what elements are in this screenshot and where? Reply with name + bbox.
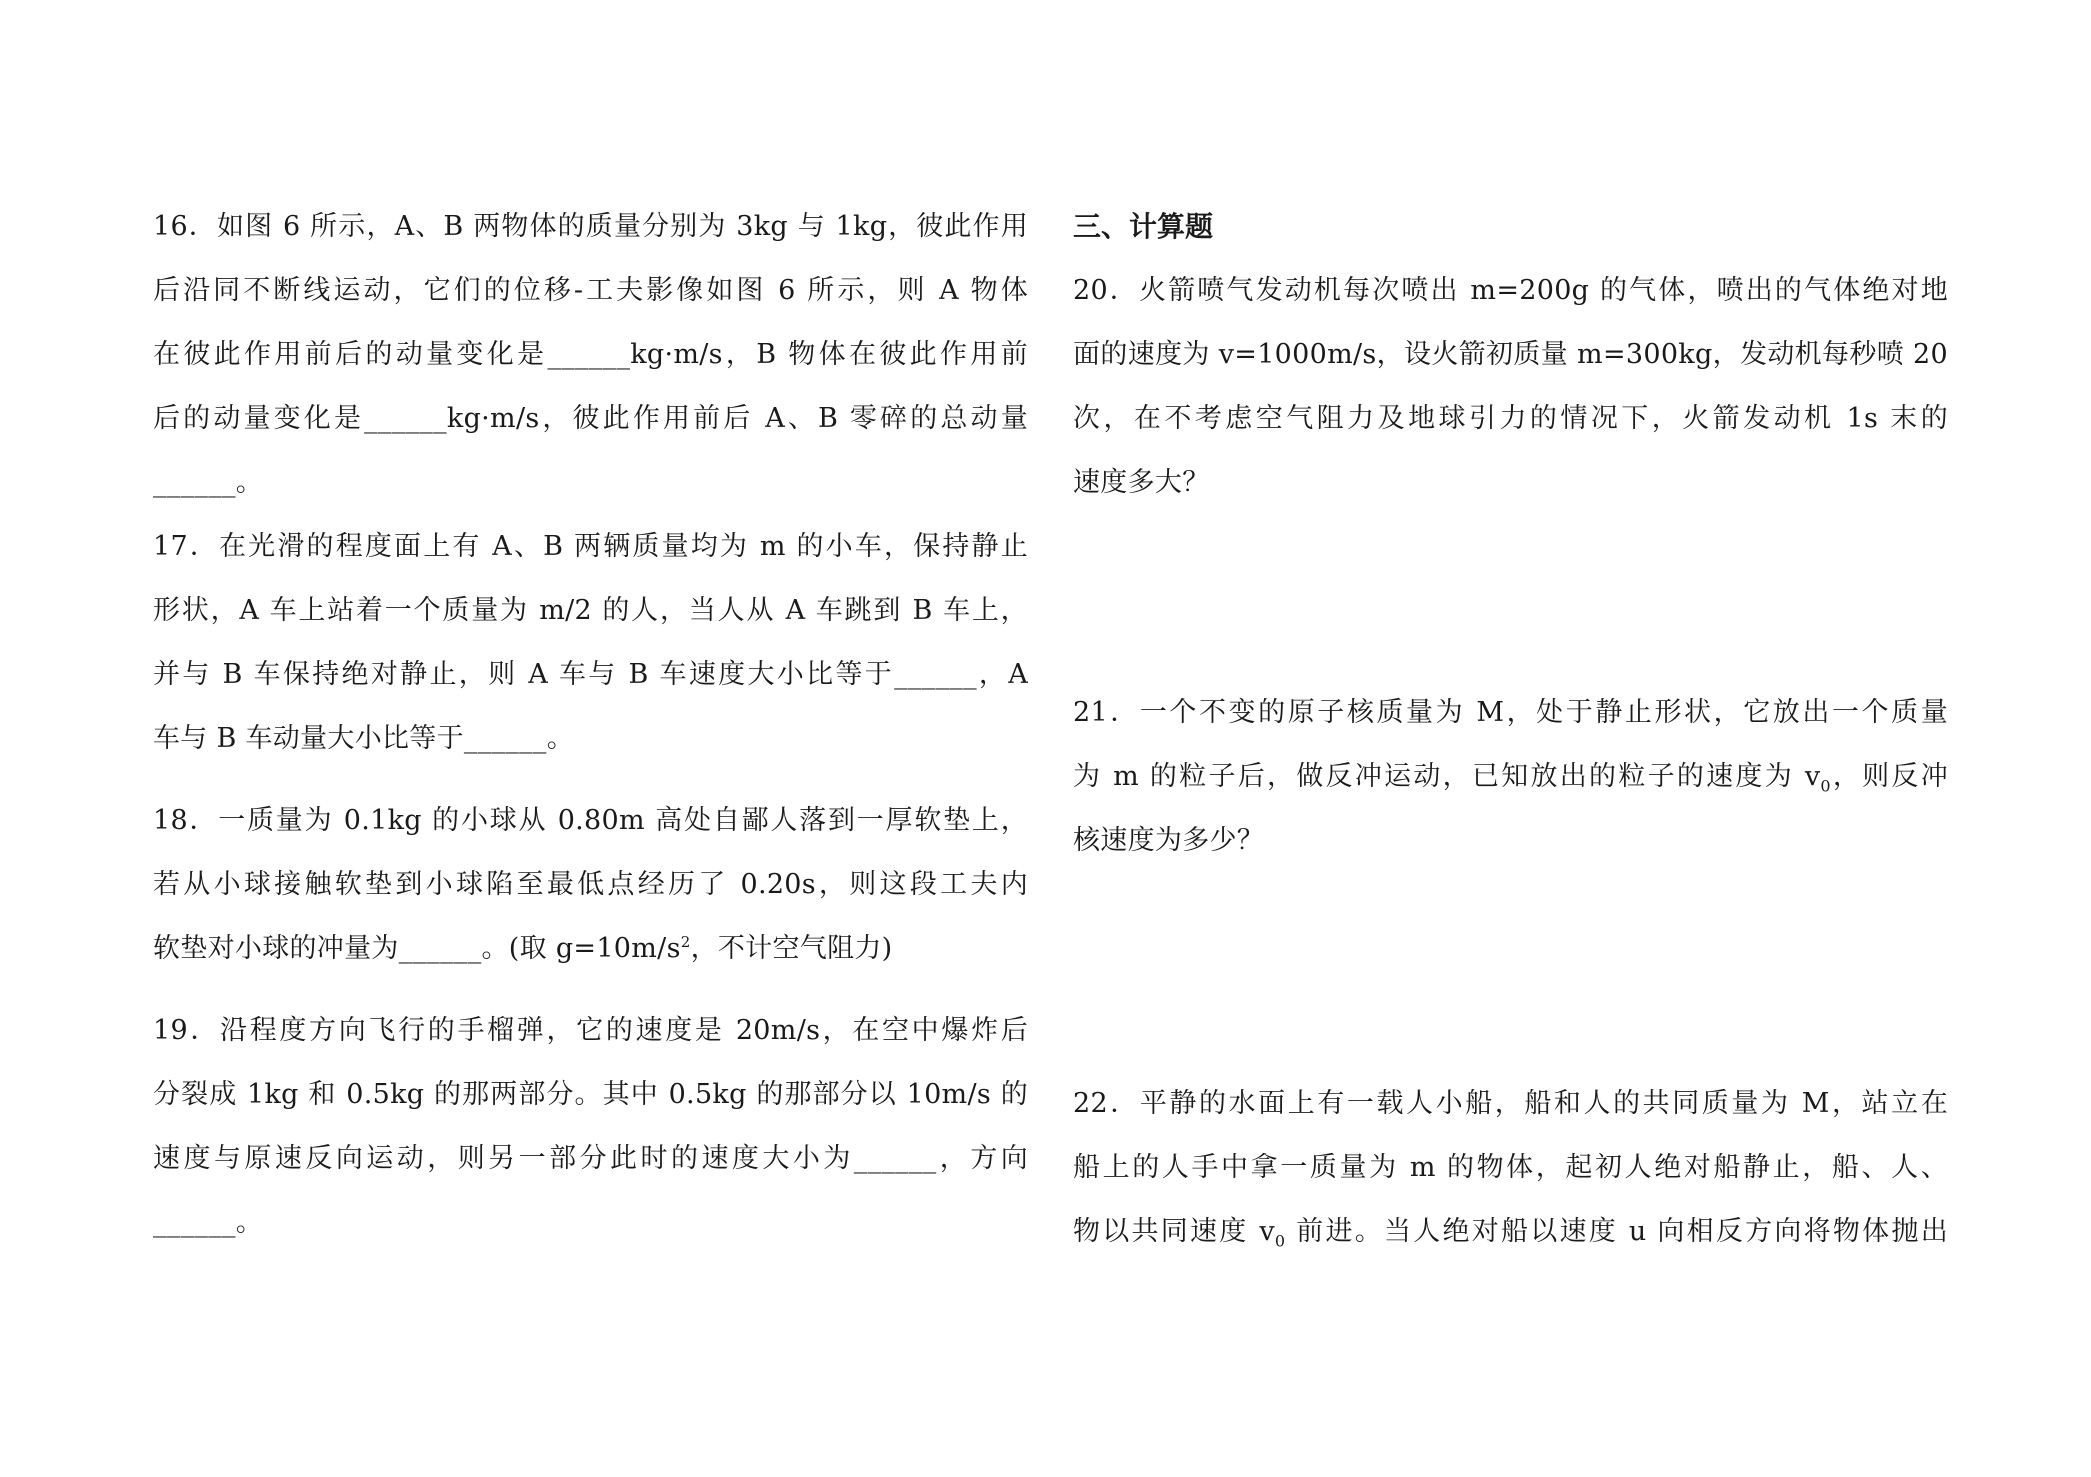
- left-column: [153, 195, 1028, 1255]
- section-title: 三、计算题: [1073, 210, 1214, 243]
- question-16: [153, 195, 1028, 515]
- q19-line-2: 分裂成 1kg 和 0.5kg 的那两部分。其中 0.5kg 的那部分以 10m/s 的: [153, 1079, 1028, 1110]
- q18-line-1: 18．一质量为 0.1kg 的小球从 0.80m 高处自鄙人落到一厚软垫上，: [153, 805, 1028, 836]
- question-19: [153, 999, 1028, 1255]
- q16-line-5: ______。: [153, 467, 264, 498]
- q17-line-3: 并与 B 车保持绝对静止，则 A 车与 B 车速度大小比等于______，A: [153, 659, 1028, 690]
- superscript-2: 2: [680, 933, 691, 951]
- q22-line-2: 船上的人手中拿一质量为 m 的物体，起初人绝对船静止，船、人、: [1073, 1152, 1948, 1183]
- subscript-0: 0: [1274, 1231, 1286, 1251]
- right-column: [1073, 195, 1948, 1264]
- question-21: [1073, 681, 1948, 873]
- q20-line-1: 20．火箭喷气发动机每次喷出 m=200g 的气体，喷出的气体绝对地: [1073, 275, 1948, 306]
- subscript-0: 0: [1820, 776, 1831, 796]
- q20-line-2: 面的速度为 v=1000m/s，设火箭初质量 m=300kg，发动机每秒喷 20: [1073, 339, 1948, 370]
- spacer: [153, 981, 1028, 999]
- q22-line-3: [1073, 1200, 1948, 1264]
- q16-line-2: 后沿同不断线运动，它们的位移-工夫影像如图 6 所示，则 A 物体: [153, 275, 1028, 306]
- spacer: [153, 771, 1028, 789]
- q22-line-3-tail: 前进。当人绝对船以速度 u 向相反方向将物体抛出: [1285, 1216, 1948, 1247]
- q18-line-3: [153, 917, 1028, 981]
- q19-line-1: 19．沿程度方向飞行的手榴弹，它的速度是 20m/s，在空中爆炸后: [153, 1015, 1028, 1046]
- q17-line-1: 17．在光滑的程度面上有 A、B 两辆质量均为 m 的小车，保持静止: [153, 531, 1028, 562]
- q21-line-3: 核速度为多少？: [1073, 825, 1265, 856]
- q17-line-4: 车与 B 车动量大小比等于______。: [153, 723, 575, 754]
- q18-line-3-text: 软垫对小球的冲量为______。(取 g=10m/s: [153, 933, 681, 964]
- q19-line-4: ______。: [153, 1207, 264, 1238]
- q22-line-1: 22．平静的水面上有一载人小船，船和人的共同质量为 M，站立在: [1073, 1088, 1948, 1119]
- q21-line-2-text: 为 m 的粒子后，做反冲运动，已知放出的粒子的速度为 v: [1073, 761, 1821, 792]
- question-22: [1073, 1072, 1948, 1264]
- q21-line-2: [1073, 745, 1948, 809]
- q16-line-1: 16．如图 6 所示，A、B 两物体的质量分别为 3kg 与 1kg，彼此作用: [153, 211, 1028, 242]
- q21-line-2-tail: ，则反冲: [1830, 761, 1948, 792]
- q16-line-3: 在彼此作用前后的动量变化是______kg·m/s，B 物体在彼此作用前: [153, 339, 1028, 370]
- q19-line-3: 速度与原速反向运动，则另一部分此时的速度大小为______，方向: [153, 1143, 1028, 1174]
- q16-line-4: 后的动量变化是______kg·m/s，彼此作用前后 A、B 零碎的总动量: [153, 403, 1028, 434]
- answer-space-20: [1073, 515, 1948, 681]
- question-20: [1073, 259, 1948, 515]
- q21-line-1: 21．一个不变的原子核质量为 M，处于静止形状，它放出一个质量: [1073, 697, 1948, 728]
- answer-space-21: [1073, 873, 1948, 1072]
- q18-line-2: 若从小球接触软垫到小球陷至最低点经历了 0.20s，则这段工夫内: [153, 869, 1028, 900]
- q20-line-4: 速度多大？: [1073, 467, 1210, 498]
- q18-line-3-tail: ，不计空气阻力): [690, 933, 893, 964]
- q17-line-2: 形状，A 车上站着一个质量为 m/2 的人，当人从 A 车跳到 B 车上，: [153, 595, 1028, 626]
- question-18: [153, 789, 1028, 981]
- q22-line-3-text: 物以共同速度 v: [1073, 1216, 1275, 1247]
- q20-line-3: 次，在不考虑空气阻力及地球引力的情况下，火箭发动机 1s 末的: [1073, 403, 1948, 434]
- question-17: [153, 515, 1028, 771]
